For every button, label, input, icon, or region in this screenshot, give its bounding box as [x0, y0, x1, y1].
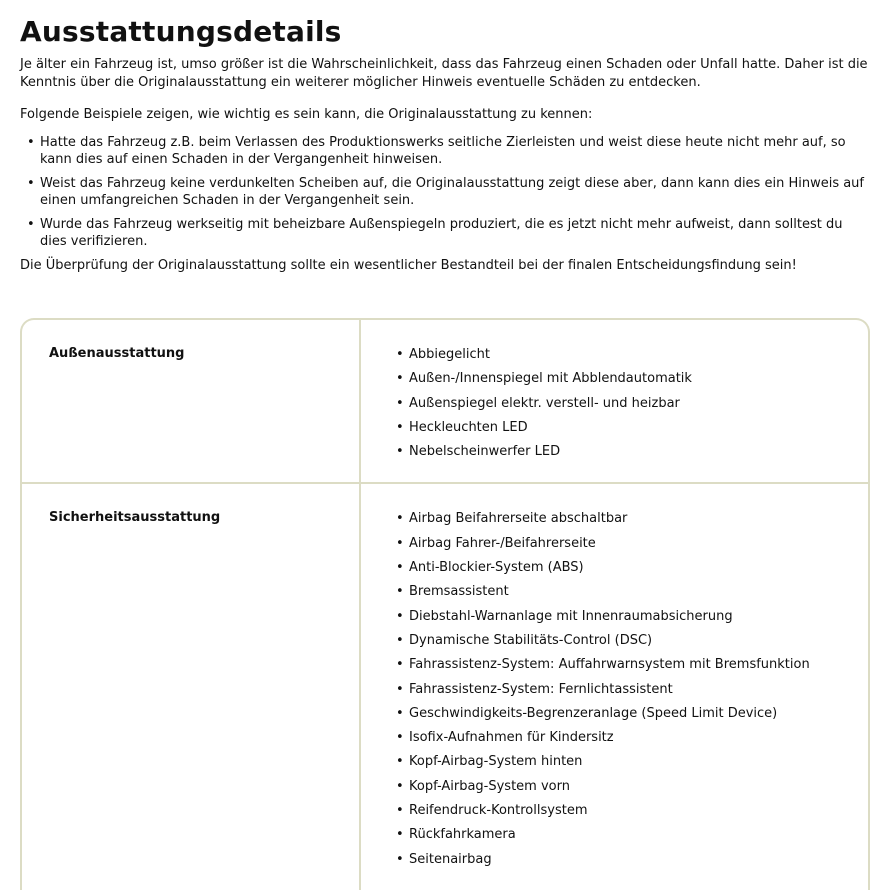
equipment-item: • Dynamische Stabilitäts-Control (DSC)	[409, 629, 868, 653]
equipment-item: • Airbag Fahrer-/Beifahrerseite	[409, 532, 868, 556]
equipment-item: • Heckleuchten LED	[409, 416, 868, 440]
equipment-table	[20, 318, 870, 890]
equipment-item: • Diebstahl-Warnanlage mit Innenraumabsicherung	[409, 605, 868, 629]
conclusion-paragraph: Die Überprüfung der Originalausstattung sollte ein wesentlicher Bestandteil bei der finalen Entscheidungsfindung sein!	[20, 257, 797, 273]
exterior-items-list	[395, 343, 868, 464]
category-items	[361, 484, 868, 889]
equipment-item: • Isofix-Aufnahmen für Kindersitz	[409, 726, 868, 750]
category-label: Außenausstattung	[22, 320, 361, 482]
category-items	[361, 320, 868, 482]
example-item: • Wurde das Fahrzeug werkseitig mit beheizbare Außenspiegeln produziert, die es jetzt nicht mehr aufweist, dann solltest du dies verifizieren.	[40, 216, 870, 250]
equipment-item: • Airbag Beifahrerseite abschaltbar	[409, 507, 868, 531]
example-item: • Weist das Fahrzeug keine verdunkelten Scheiben auf, die Originalausstattung zeigt diese aber, dann kann dies ein Hinweis auf einen umfangreichen Schaden in der Vergangenheit sein.	[40, 175, 870, 209]
examples-list	[20, 134, 870, 250]
equipment-row-safety	[22, 484, 868, 889]
equipment-item: • Bremsassistent	[409, 580, 868, 604]
safety-items-list	[395, 507, 868, 871]
equipment-item: • Seitenairbag	[409, 848, 868, 872]
equipment-item: • Reifendruck-Kontrollsystem	[409, 799, 868, 823]
page-title: Ausstattungsdetails	[20, 15, 342, 48]
equipment-item: • Geschwindigkeits-Begrenzeranlage (Speed Limit Device)	[409, 702, 868, 726]
example-item: • Hatte das Fahrzeug z.B. beim Verlassen des Produktionswerks seitliche Zierleisten und weist diese heute nicht mehr auf, so kann dies auf einen Schaden in der Vergangenheit hinweisen.	[40, 134, 870, 168]
intro-paragraph: Je älter ein Fahrzeug ist, umso größer ist die Wahrscheinlichkeit, dass das Fahrzeug einen Schaden oder Unfall hatte. Daher ist die Kenntnis über die Originalausstattung ein weiterer möglicher Hinweis eventuelle Schäden zu entdecken.	[20, 57, 868, 90]
equipment-item: • Fahrassistenz-System: Auffahrwarnsystem mit Bremsfunktion	[409, 653, 868, 677]
equipment-item: • Kopf-Airbag-System hinten	[409, 750, 868, 774]
examples-lead: Folgende Beispiele zeigen, wie wichtig es sein kann, die Originalausstattung zu kennen:	[20, 107, 593, 122]
equipment-item: • Nebelscheinwerfer LED	[409, 440, 868, 464]
equipment-item: • Außenspiegel elektr. verstell- und heizbar	[409, 392, 868, 416]
equipment-item: • Außen-/Innenspiegel mit Abblendautomatik	[409, 367, 868, 391]
equipment-row-exterior	[22, 320, 868, 484]
equipment-item: • Rückfahrkamera	[409, 823, 868, 847]
equipment-item: • Anti-Blockier-System (ABS)	[409, 556, 868, 580]
equipment-item: • Kopf-Airbag-System vorn	[409, 775, 868, 799]
category-label: Sicherheitsausstattung	[22, 484, 361, 889]
equipment-item: • Abbiegelicht	[409, 343, 868, 367]
equipment-item: • Fahrassistenz-System: Fernlichtassistent	[409, 678, 868, 702]
